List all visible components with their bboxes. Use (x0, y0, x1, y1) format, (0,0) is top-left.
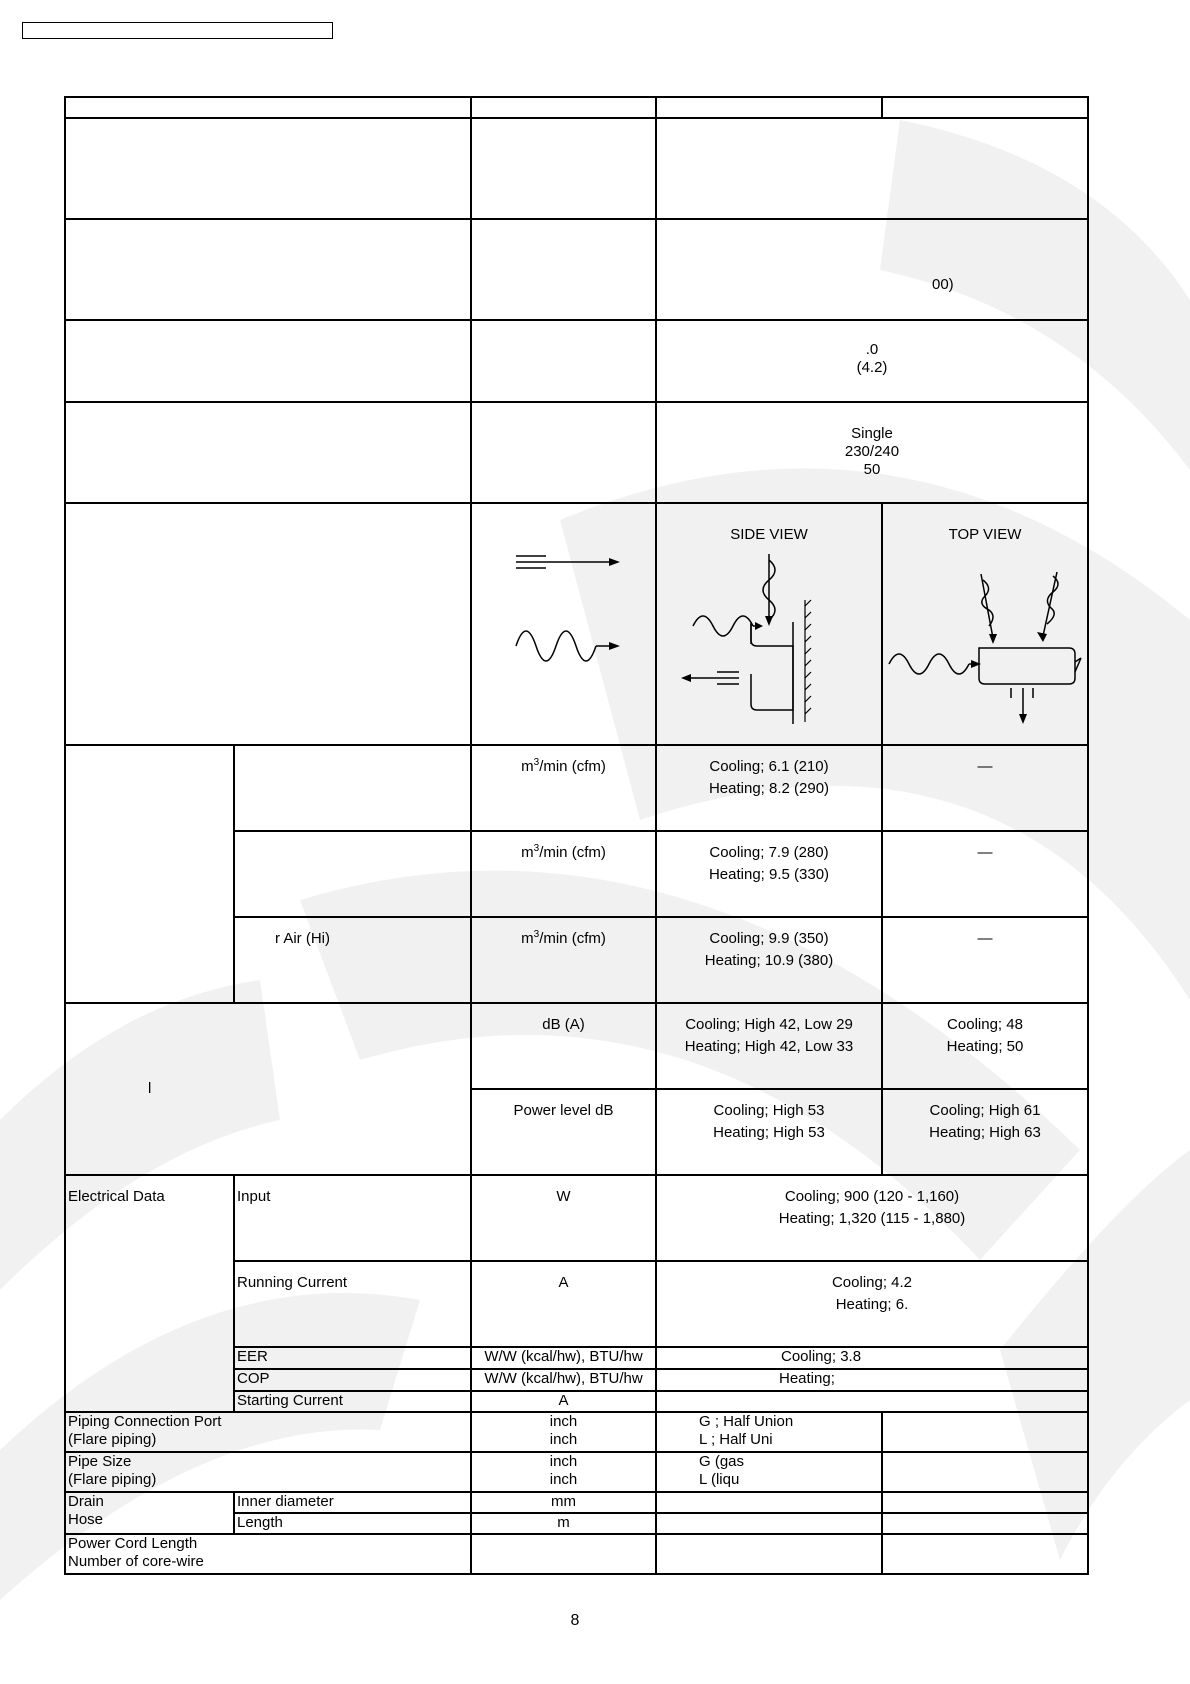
gas-value: G ; Half Union (699, 1413, 794, 1430)
capacity-value-cell (656, 320, 1088, 402)
header-cell-indoor (656, 97, 882, 118)
power-cord-indoor (656, 1534, 882, 1574)
starting-current-unit-text: A (558, 1392, 569, 1409)
blank-cell (65, 503, 471, 745)
airflow-outdoor-cell (882, 917, 1088, 1003)
header-cell-unit (471, 97, 656, 118)
airflow-row-label (234, 745, 471, 831)
eer-unit-text: W/W (kcal/hw), BTU/hw (484, 1348, 643, 1365)
unit-text: mm (551, 1493, 576, 1510)
phase-value: Single (851, 425, 893, 442)
table-row (65, 219, 1088, 320)
unit-text: inch (549, 1453, 578, 1470)
cooling-value: Cooling; 48 (947, 1016, 1023, 1033)
piping-port-label-text: Piping Connection Port (68, 1413, 222, 1430)
airflow-row-label (234, 917, 471, 1003)
cop-value (656, 1369, 1088, 1391)
inner-diameter-indoor (656, 1492, 882, 1513)
airflow-indoor-cell (656, 917, 882, 1003)
unit-text: inch (549, 1471, 578, 1488)
blank-cell (65, 320, 471, 402)
noise-label: l (148, 1080, 152, 1097)
piping-port-unit (471, 1412, 656, 1452)
table-header-row (65, 97, 1088, 118)
length-unit (471, 1513, 656, 1534)
unit-text: m (521, 930, 534, 947)
airflow-indoor-cell (656, 745, 882, 831)
pipe-size-indoor (656, 1452, 882, 1492)
page-number: 8 (570, 1612, 580, 1629)
power-source-cell (656, 402, 1088, 503)
airflow-legend-icon (474, 504, 655, 742)
top-view-label: TOP VIEW (948, 526, 1022, 543)
length-outdoor (882, 1513, 1088, 1534)
noise-outdoor-cell (882, 1089, 1088, 1175)
capacity-row (65, 320, 1088, 402)
power-source-row (65, 402, 1088, 503)
cooling-value: Cooling; 900 (120 - 1,160) (784, 1188, 960, 1205)
spec-table (64, 96, 1089, 1575)
piping-port-outdoor (882, 1412, 1088, 1452)
misc-value-cell (656, 219, 1088, 320)
header-cell-item (65, 97, 471, 118)
blank-cell (65, 219, 471, 320)
starting-current-label-text: Starting Current (237, 1392, 343, 1409)
cop-label-text: COP (237, 1370, 270, 1387)
cop-value-text: Heating; (779, 1370, 835, 1387)
running-current-unit (471, 1261, 656, 1347)
noise-indoor-cell (656, 1003, 882, 1089)
running-current-label (234, 1261, 471, 1347)
electrical-label-text: Electrical Data (68, 1188, 165, 1205)
frequency-value: 50 (863, 461, 881, 478)
outdoor-value: — (977, 758, 993, 775)
starting-current-unit (471, 1391, 656, 1412)
pipe-size-label-text: Pipe Size (68, 1453, 132, 1470)
length-label (234, 1513, 471, 1534)
voltage-value: 230/240 (844, 443, 900, 460)
blank-cell (65, 402, 471, 503)
noise-indoor-cell (656, 1089, 882, 1175)
inner-diameter-unit (471, 1492, 656, 1513)
blank-cell (471, 402, 656, 503)
input-label (234, 1175, 471, 1261)
power-cord-label-text: Power Cord Length (68, 1535, 198, 1552)
airflow-group-cell (65, 745, 234, 1003)
side-view-icon (659, 544, 879, 740)
noise-unit-cell (471, 1089, 656, 1175)
unit-superscript: 3 (533, 843, 540, 854)
legend-cell (471, 503, 656, 745)
top-view-icon (885, 544, 1085, 740)
eer-label-text: EER (237, 1348, 268, 1365)
noise-label-cell (65, 1003, 471, 1175)
blank-cell (471, 118, 656, 219)
input-unit (471, 1175, 656, 1261)
blank-cell (65, 118, 471, 219)
power-cord-row (65, 1534, 1088, 1574)
cop-unit (471, 1369, 656, 1391)
cooling-value: Cooling; 9.9 (350) (709, 930, 829, 947)
cooling-value: Cooling; 4.2 (831, 1274, 913, 1291)
unit-text: /min (cfm) (539, 844, 606, 861)
cooling-value: Cooling; 6.1 (210) (709, 758, 829, 775)
eer-label (234, 1347, 471, 1369)
unit-text: /min (cfm) (539, 930, 606, 947)
misc-partial-value: 00) (932, 276, 954, 293)
eer-value-text: Cooling; 3.8 (781, 1348, 862, 1365)
piping-port-row (65, 1412, 1088, 1452)
outdoor-value: — (977, 930, 993, 947)
electrical-data-label (65, 1175, 234, 1412)
airflow-diagram-row (65, 503, 1088, 745)
capacity-value: .0 (865, 341, 879, 358)
inner-diameter-label-text: Inner diameter (237, 1493, 334, 1510)
airflow-indoor-cell (656, 831, 882, 917)
input-unit-text: W (556, 1188, 571, 1205)
unit-text: m (521, 758, 534, 775)
noise-outdoor-cell (882, 1003, 1088, 1089)
cooling-value: Cooling; High 53 (713, 1102, 825, 1119)
blank-cell (471, 219, 656, 320)
core-wire-label-text: Number of core-wire (68, 1553, 204, 1570)
cooling-value: Cooling; High 61 (929, 1102, 1041, 1119)
airflow-label-text: r Air (Hi) (275, 930, 330, 947)
capacity-value: (4.2) (856, 359, 888, 376)
running-current-value-cell (656, 1261, 1088, 1347)
heating-value: Heating; High 63 (929, 1124, 1041, 1141)
blank-cell (656, 118, 1088, 219)
input-label-text: Input (237, 1188, 271, 1205)
unit-text: m (557, 1514, 570, 1531)
eer-unit (471, 1347, 656, 1369)
heating-value: Heating; High 53 (713, 1124, 825, 1141)
drain-hose-label-text: Hose (68, 1511, 104, 1528)
piping-port-indoor (656, 1412, 882, 1452)
noise-unit: dB (A) (542, 1016, 585, 1033)
header-cell-outdoor (882, 97, 1088, 118)
airflow-unit-cell (471, 745, 656, 831)
airflow-row-label (234, 831, 471, 917)
input-value-cell (656, 1175, 1088, 1261)
running-current-unit-text: A (558, 1274, 569, 1291)
unit-text: /min (cfm) (539, 758, 606, 775)
heating-value: Heating; High 42, Low 33 (684, 1038, 854, 1055)
pipe-size-row (65, 1452, 1088, 1492)
inner-diameter-label (234, 1492, 471, 1513)
starting-current-label (234, 1391, 471, 1412)
airflow-row-1 (65, 745, 1088, 831)
length-label-text: Length (237, 1514, 283, 1531)
heating-value: Heating; 6. (835, 1296, 909, 1313)
starting-current-value (656, 1391, 1088, 1412)
heating-value: Heating; 10.9 (380) (704, 952, 834, 969)
pipe-size-outdoor (882, 1452, 1088, 1492)
heating-value: Heating; 1,320 (115 - 1,880) (778, 1210, 966, 1227)
unit-text: inch (549, 1413, 578, 1430)
pipe-size-unit (471, 1452, 656, 1492)
heating-value: Heating; 9.5 (330) (708, 866, 830, 883)
cop-label (234, 1369, 471, 1391)
power-cord-label (65, 1534, 471, 1574)
airflow-outdoor-cell (882, 831, 1088, 917)
noise-unit-cell (471, 1003, 656, 1089)
inner-diameter-outdoor (882, 1492, 1088, 1513)
electrical-input-row (65, 1175, 1088, 1261)
heating-value: Heating; 8.2 (290) (708, 780, 830, 797)
header-box (22, 22, 333, 39)
table-row (65, 118, 1088, 219)
length-indoor (656, 1513, 882, 1534)
piping-port-label-text: (Flare piping) (68, 1431, 157, 1448)
unit-text: inch (549, 1431, 578, 1448)
side-view-cell (656, 503, 882, 745)
gas-value: G (gas (699, 1453, 745, 1470)
cop-unit-text: W/W (kcal/hw), BTU/hw (484, 1370, 643, 1387)
drain-hose-label (65, 1492, 234, 1534)
unit-superscript: 3 (533, 757, 540, 768)
top-view-cell (882, 503, 1088, 745)
piping-port-label (65, 1412, 471, 1452)
liquid-value: L ; Half Uni (699, 1431, 773, 1448)
pipe-size-label (65, 1452, 471, 1492)
power-cord-outdoor (882, 1534, 1088, 1574)
airflow-outdoor-cell (882, 745, 1088, 831)
running-current-label-text: Running Current (237, 1274, 348, 1291)
unit-text: m (521, 844, 534, 861)
power-cord-unit (471, 1534, 656, 1574)
heating-value: Heating; 50 (946, 1038, 1024, 1055)
noise-unit: Power level dB (513, 1102, 614, 1119)
airflow-unit-cell (471, 917, 656, 1003)
noise-row-1 (65, 1003, 1088, 1089)
cooling-value: Cooling; High 42, Low 29 (685, 1016, 853, 1033)
cooling-value: Cooling; 7.9 (280) (709, 844, 829, 861)
airflow-unit-cell (471, 831, 656, 917)
side-view-label: SIDE VIEW (730, 526, 808, 543)
drain-hose-label-text: Drain (68, 1493, 104, 1510)
blank-cell (471, 320, 656, 402)
eer-value (656, 1347, 1088, 1369)
pipe-size-label-text: (Flare piping) (68, 1471, 157, 1488)
outdoor-value: — (977, 844, 993, 861)
liquid-value: L (liqu (699, 1471, 740, 1488)
drain-inner-row (65, 1492, 1088, 1513)
unit-superscript: 3 (533, 929, 540, 940)
